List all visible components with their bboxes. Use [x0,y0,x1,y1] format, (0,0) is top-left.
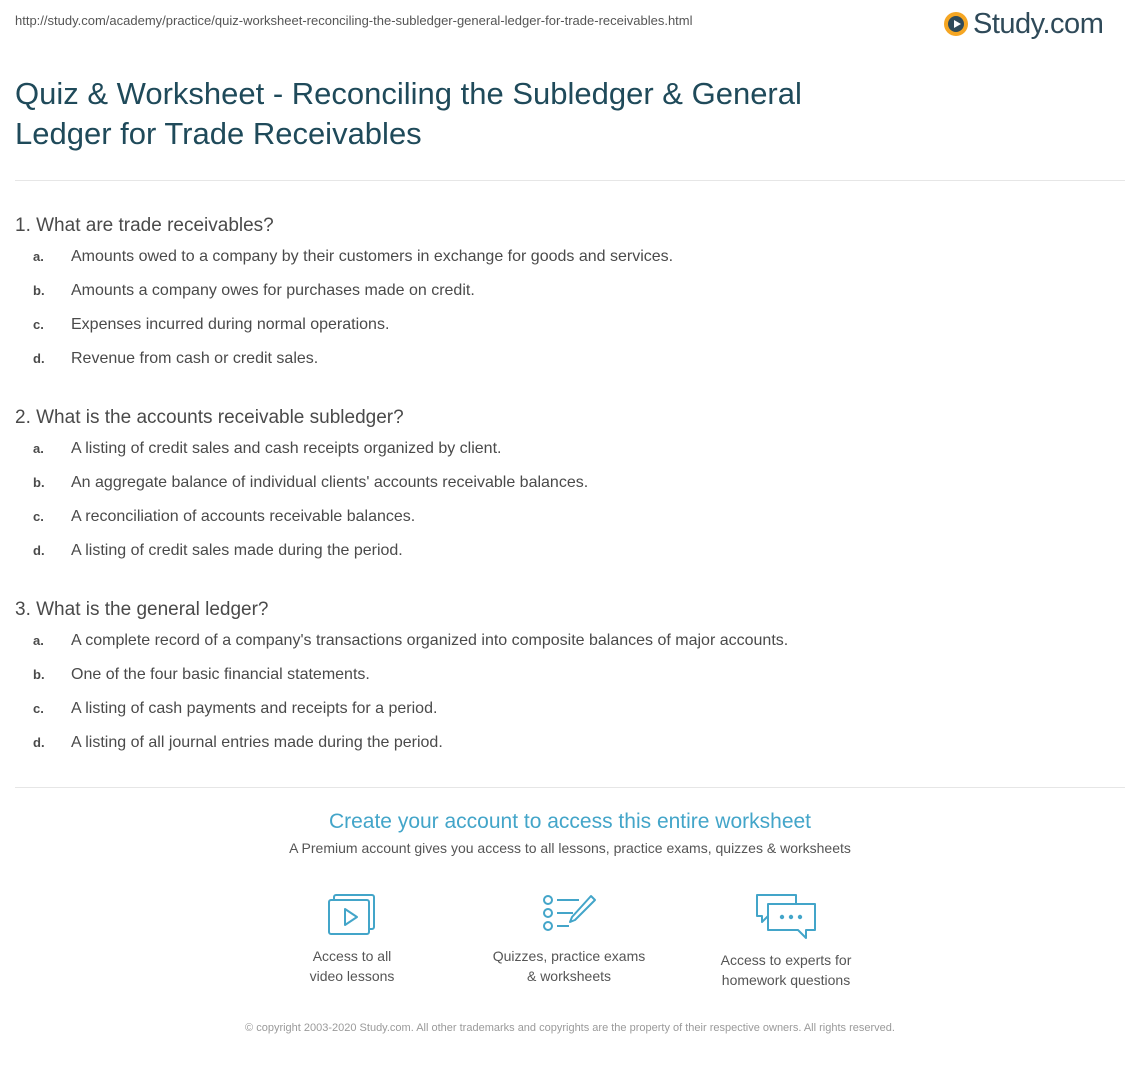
question-title: 3. What is the general ledger? [15,599,269,620]
option-text: A listing of cash payments and receipts for a period. [71,700,438,717]
option-text: A listing of credit sales made during the period. [71,542,403,559]
feature-quizzes [469,892,669,986]
feature-experts [686,892,886,990]
option-text: A complete record of a company's transactions organized into composite balances of major accounts. [71,632,789,649]
question-1 [15,214,1115,383]
option-letter: d. [33,351,45,366]
option-letter: a. [33,633,44,648]
logo-text: Study.com [973,7,1104,40]
cta-title[interactable]: Create your account to access this entire worksheet [328,810,812,833]
chat-bubble-icon [754,892,818,942]
option-text: One of the four basic financial statements. [71,666,370,683]
answer-option[interactable] [15,349,1115,383]
divider [15,787,1125,788]
question-title: 1. What are trade receivables? [15,215,274,236]
answer-option[interactable] [15,631,1115,665]
play-logo-icon [944,12,968,36]
option-letter: b. [33,283,45,298]
answer-option[interactable] [15,665,1115,699]
option-letter: b. [33,475,45,490]
question-3 [15,598,1115,767]
feature-label: Quizzes, practice exams & worksheets [492,948,646,984]
option-letter: c. [33,509,44,524]
question-2 [15,406,1115,575]
feature-video-lessons [252,892,452,986]
cta-subtitle: A Premium account gives you access to all lessons, practice exams, quizzes & worksheets [289,840,851,856]
option-text: Amounts owed to a company by their customers in exchange for goods and services. [71,248,674,265]
option-letter: a. [33,441,44,456]
answer-option[interactable] [15,541,1115,575]
answer-option[interactable] [15,315,1115,349]
page-url: http://study.com/academy/practice/quiz-worksheet-reconciling-the-subledger-general-ledger-for-trade-receivables.html [15,13,693,28]
option-text: A reconciliation of accounts receivable balances. [71,508,416,525]
question-title: 2. What is the accounts receivable subledger? [15,407,404,428]
answer-option[interactable] [15,473,1115,507]
answer-option[interactable] [15,247,1115,281]
answer-option[interactable] [15,281,1115,315]
option-text: A listing of all journal entries made during the period. [71,734,443,751]
option-letter: d. [33,735,45,750]
option-letter: d. [33,543,45,558]
quiz-checklist-icon [541,892,597,938]
option-text: Amounts a company owes for purchases made on credit. [71,282,475,299]
page-title: Quiz & Worksheet - Reconciling the Subledger & General Ledger for Trade Receivables [15,76,802,151]
option-text: Revenue from cash or credit sales. [71,350,319,367]
answer-option[interactable] [15,733,1115,767]
answer-option[interactable] [15,699,1115,733]
feature-label: Access to experts for homework questions [720,952,852,988]
option-text: A listing of credit sales and cash receipts organized by client. [71,440,502,457]
option-text: Expenses incurred during normal operations. [71,316,390,333]
feature-label: Access to all video lessons [309,948,395,984]
option-letter: c. [33,701,44,716]
video-lesson-icon [326,892,378,938]
option-letter: a. [33,249,44,264]
copyright: © copyright 2003-2020 Study.com. All other trademarks and copyrights are the property of their respective owners. All rights reserved. [245,1022,895,1034]
answer-option[interactable] [15,507,1115,541]
option-text: An aggregate balance of individual clients' accounts receivable balances. [71,474,589,491]
answer-option[interactable] [15,439,1115,473]
study-logo[interactable] [944,7,1103,41]
option-letter: b. [33,667,45,682]
divider [15,180,1125,181]
option-letter: c. [33,317,44,332]
